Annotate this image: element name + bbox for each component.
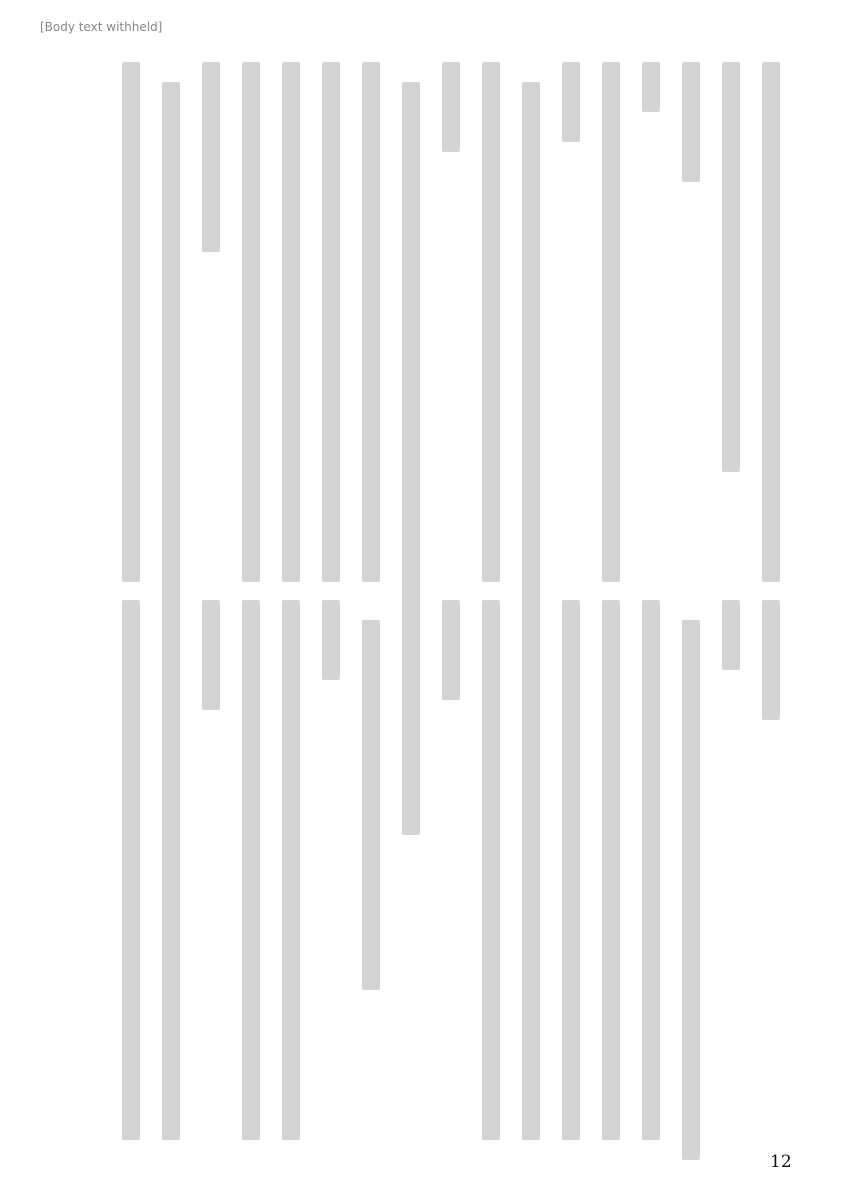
redacted-text-column [362, 62, 380, 582]
redacted-text-column [682, 62, 700, 182]
redacted-text-column [202, 600, 220, 710]
redacted-text-column [602, 62, 620, 582]
redacted-text-column [522, 82, 540, 602]
redacted-text-column [442, 600, 460, 700]
redacted-text-column [562, 600, 580, 1140]
redacted-text-column [482, 600, 500, 1140]
redaction-notice: [Body text withheld] [40, 20, 163, 34]
redacted-text-column [282, 600, 300, 1140]
redacted-text-column [162, 82, 180, 602]
redacted-text-column [162, 600, 180, 1140]
redacted-text-column [762, 600, 780, 720]
redacted-text-column [522, 600, 540, 1140]
redacted-text-column [122, 600, 140, 1140]
redacted-text-column [682, 620, 700, 1160]
redacted-text-column [202, 62, 220, 252]
redacted-text-column [602, 600, 620, 1140]
redacted-text-column [642, 600, 660, 1140]
redacted-text-column [562, 62, 580, 142]
redacted-text-column [722, 600, 740, 670]
redacted-text-column [322, 62, 340, 582]
redacted-text-column [642, 62, 660, 112]
redacted-text-column [322, 600, 340, 680]
redacted-text-column [402, 600, 420, 835]
redacted-text-column [762, 62, 780, 582]
redacted-text-column [122, 62, 140, 582]
redacted-text-column [442, 62, 460, 152]
redacted-text-column [402, 82, 420, 602]
redacted-text-column [722, 62, 740, 472]
redacted-text-column [362, 620, 380, 990]
redacted-text-column [242, 600, 260, 1140]
redacted-text-column [242, 62, 260, 582]
redacted-text-column [282, 62, 300, 582]
redacted-text-column [482, 62, 500, 582]
page-number: 12 [770, 1152, 792, 1172]
